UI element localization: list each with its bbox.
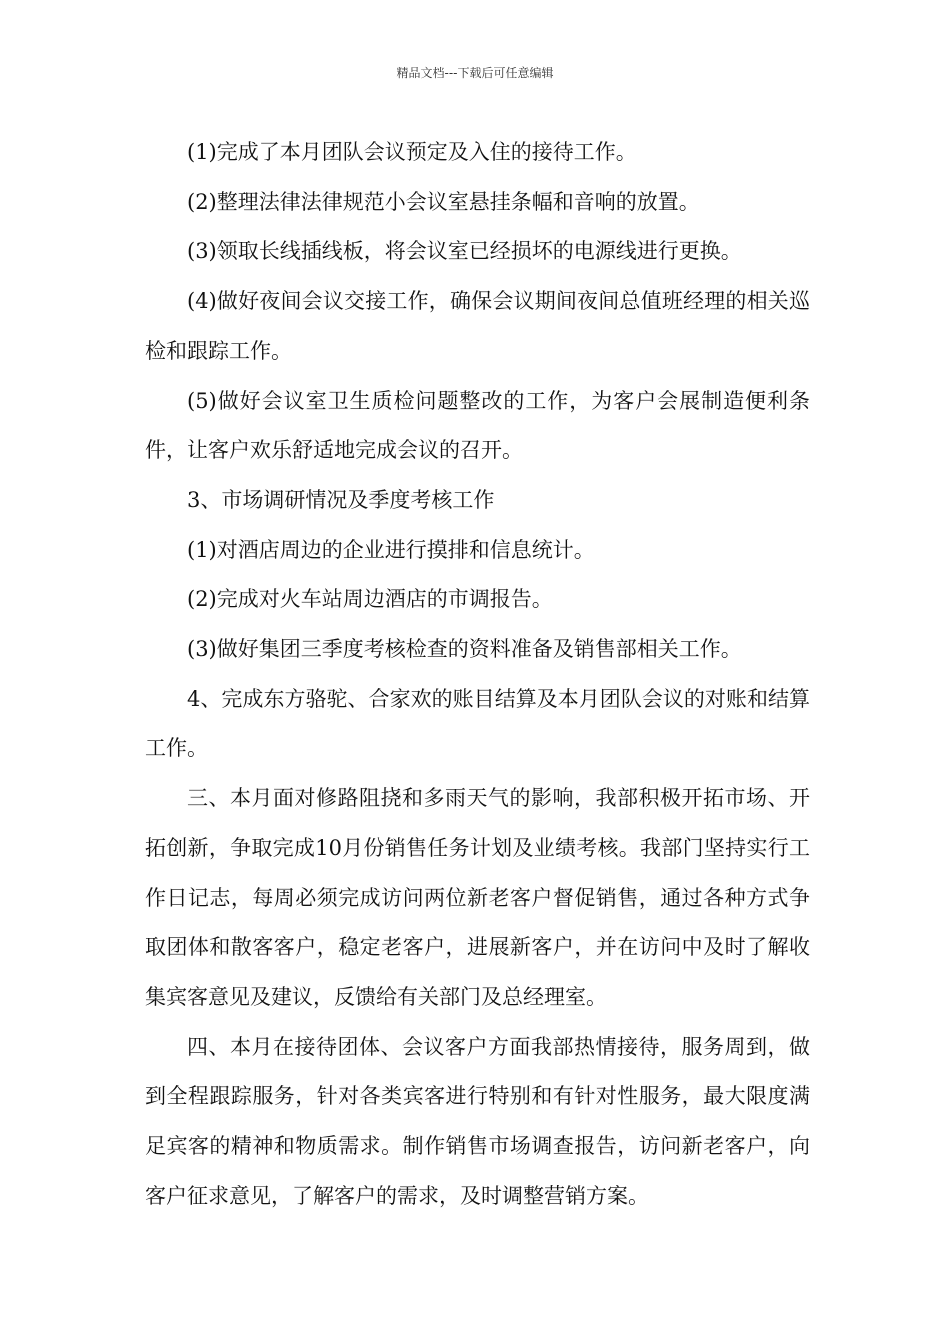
paragraph-item-4: (4)做好夜间会议交接工作，确保会议期间夜间总值班经理的相关巡检和跟踪工作。 — [145, 289, 810, 363]
page-header: 精品文档---下载后可任意编辑 — [396, 66, 554, 80]
paragraph-item-8: (3)做好集团三季度考核检查的资料准备及销售部相关工作。 — [187, 637, 742, 662]
section-paragraph-three: 三、本月面对修路阻挠和多雨天气的影响，我部积极开拓市场、开拓创新，争取完成10月份销售任务计划及业绩考核。我部门坚持实行工作日记志，每周必须完成访问两位新老客户督促销售，通过各种方式争取团体和散客客户，稳定老客户，进展新客户，并在访问中及时了解收集宾客意见及建议，反馈给有关部门及总经理室。 — [145, 786, 810, 1009]
section-paragraph-four: 四、本月在接待团体、会议客户方面我部热情接待，服务周到，做到全程跟踪服务，针对各类宾客进行特别和有针对性服务，最大限度满足宾客的精神和物质需求。制作销售市场调查报告，访问新老客户，向客户征求意见，了解客户的需求，及时调整营销方案。 — [145, 1034, 810, 1208]
paragraph-item-7: (2)完成对火车站周边酒店的市调报告。 — [187, 587, 553, 612]
paragraph-item-6: (1)对酒店周边的企业进行摸排和信息统计。 — [187, 537, 595, 562]
paragraph-item-2: (2)整理法律法律规范小会议室悬挂条幅和音响的放置。 — [187, 189, 700, 214]
document-body — [145, 128, 810, 1221]
section-heading-settlement: 4、完成东方骆驼、合家欢的账目结算及本月团队会议的对账和结算工作。 — [145, 686, 810, 761]
section-heading-market-research: 3、市场调研情况及季度考核工作 — [187, 487, 495, 512]
paragraph-item-3: (3)领取长线插线板，将会议室已经损坏的电源线进行更换。 — [187, 239, 742, 264]
paragraph-item-1: (1)完成了本月团队会议预定及入住的接待工作。 — [187, 140, 637, 164]
paragraph-item-5: (5)做好会议室卫生质检问题整改的工作，为客户会展制造便利条件，让客户欢乐舒适地完成会议的召开。 — [145, 388, 810, 463]
